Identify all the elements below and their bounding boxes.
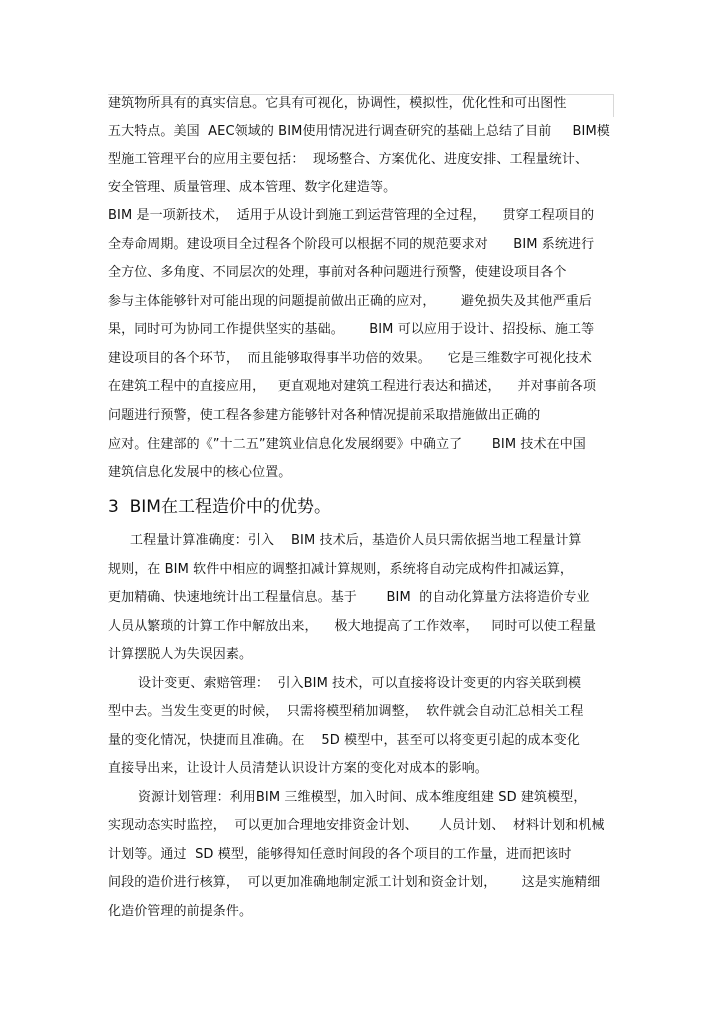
text-line: 量的变化情况，快捷而且准确。在 5D 模型中，甚至可以将变更引起的成本变化 bbox=[108, 733, 580, 748]
text-line: 工程量计算准确度：引入 BIM 技术后，基造价人员只需依据当地工程量计算 bbox=[130, 533, 582, 548]
text-line: 果，同时可为协同工作提供坚实的基础。 BIM 可以应用于设计、招投标、施工等 bbox=[108, 322, 595, 337]
section-heading: 3 BIM在工程造价中的优势。 bbox=[108, 497, 331, 517]
text-line: 五大特点。美国 AEC领域的 BIM使用情况进行调查研究的基础上总结了目前 BIM模 bbox=[108, 124, 610, 139]
text-line: 规则，在 BIM 软件中相应的调整扣减计算规则，系统将自动完成构件扣减运算， bbox=[108, 562, 574, 577]
text-line: 实现动态实时监控， 可以更加合理地安排资金计划、 人员计划、 材料计划和机械 bbox=[108, 818, 605, 833]
text-line: 在建筑工程中的直接应用， 更直观地对建筑工程进行表达和描述， 并对事前各项 bbox=[108, 379, 597, 394]
text-line: 型中去。当发生变更的时候， 只需将模型稍加调整， 软件就会自动汇总相关工程 bbox=[108, 704, 584, 719]
text-line: 人员从繁琐的计算工作中解放出来， 极大地提高了工作效率， 同时可以使工程量 bbox=[108, 619, 597, 634]
text-line: 计算摆脱人为失误因素。 bbox=[108, 647, 253, 662]
text-line: 应对。住建部的《”十二五”建筑业信息化发展纲要》中确立了 BIM 技术在中国 bbox=[108, 437, 586, 452]
text-line: 型施工管理平台的应用主要包括： 现场整合、方案优化、进度安排、工程量统计、 bbox=[108, 152, 589, 167]
text-line: 更加精确、快速地统计出工程量信息。基于 BIM 的自动化算量方法将造价专业 bbox=[108, 590, 590, 605]
text-line: 建筑信息化发展中的核心位置。 bbox=[108, 465, 292, 480]
text-line: 化造价管理的前提条件。 bbox=[108, 904, 253, 919]
text-line: 建筑物所具有的真实信息。它具有可视化，协调性，模拟性，优化性和可出图性 bbox=[108, 96, 567, 111]
text-line: 问题进行预警，使工程各参建方能够针对各种情况提前采取措施做出正确的 bbox=[108, 408, 541, 423]
text-line: BIM 是一项新技术， 适用于从设计到施工到运营管理的全过程， 贯穿工程项目的 bbox=[108, 208, 595, 223]
text-line: 资源计划管理：利用BIM 三维模型，加入时间、成本维度组建 SD 建筑模型， bbox=[138, 790, 587, 805]
text-line: 全方位、多角度、不同层次的处理，事前对各种问题进行预警，使建设项目各个 bbox=[108, 265, 567, 280]
text-line: 直接导出来，让设计人员清楚认识设计方案的变化对成本的影响。 bbox=[108, 761, 488, 776]
text-line: 参与主体能够针对可能出现的问题提前做出正确的应对， 避免损失及其他严重后 bbox=[108, 294, 592, 309]
text-line: 设计变更、索赔管理： 引入BIM 技术，可以直接将设计变更的内容关联到模 bbox=[138, 676, 582, 691]
text-line: 全寿命周期。建设项目全过程各个阶段可以根据不同的规范要求对 BIM 系统进行 bbox=[108, 237, 595, 252]
text-line: 建设项目的各个环节， 而且能够取得事半功倍的效果。 它是三维数字可视化技术 bbox=[108, 351, 592, 366]
text-line: 计划等。通过 SD 模型，能够得知任意时间段的各个项目的工作量，进而把该时 bbox=[108, 847, 572, 862]
text-line: 间段的造价进行核算， 可以更加准确地制定派工计划和资金计划， 这是实施精细 bbox=[108, 875, 601, 890]
text-line: 安全管理、质量管理、成本管理、数字化建造等。 bbox=[108, 180, 397, 195]
